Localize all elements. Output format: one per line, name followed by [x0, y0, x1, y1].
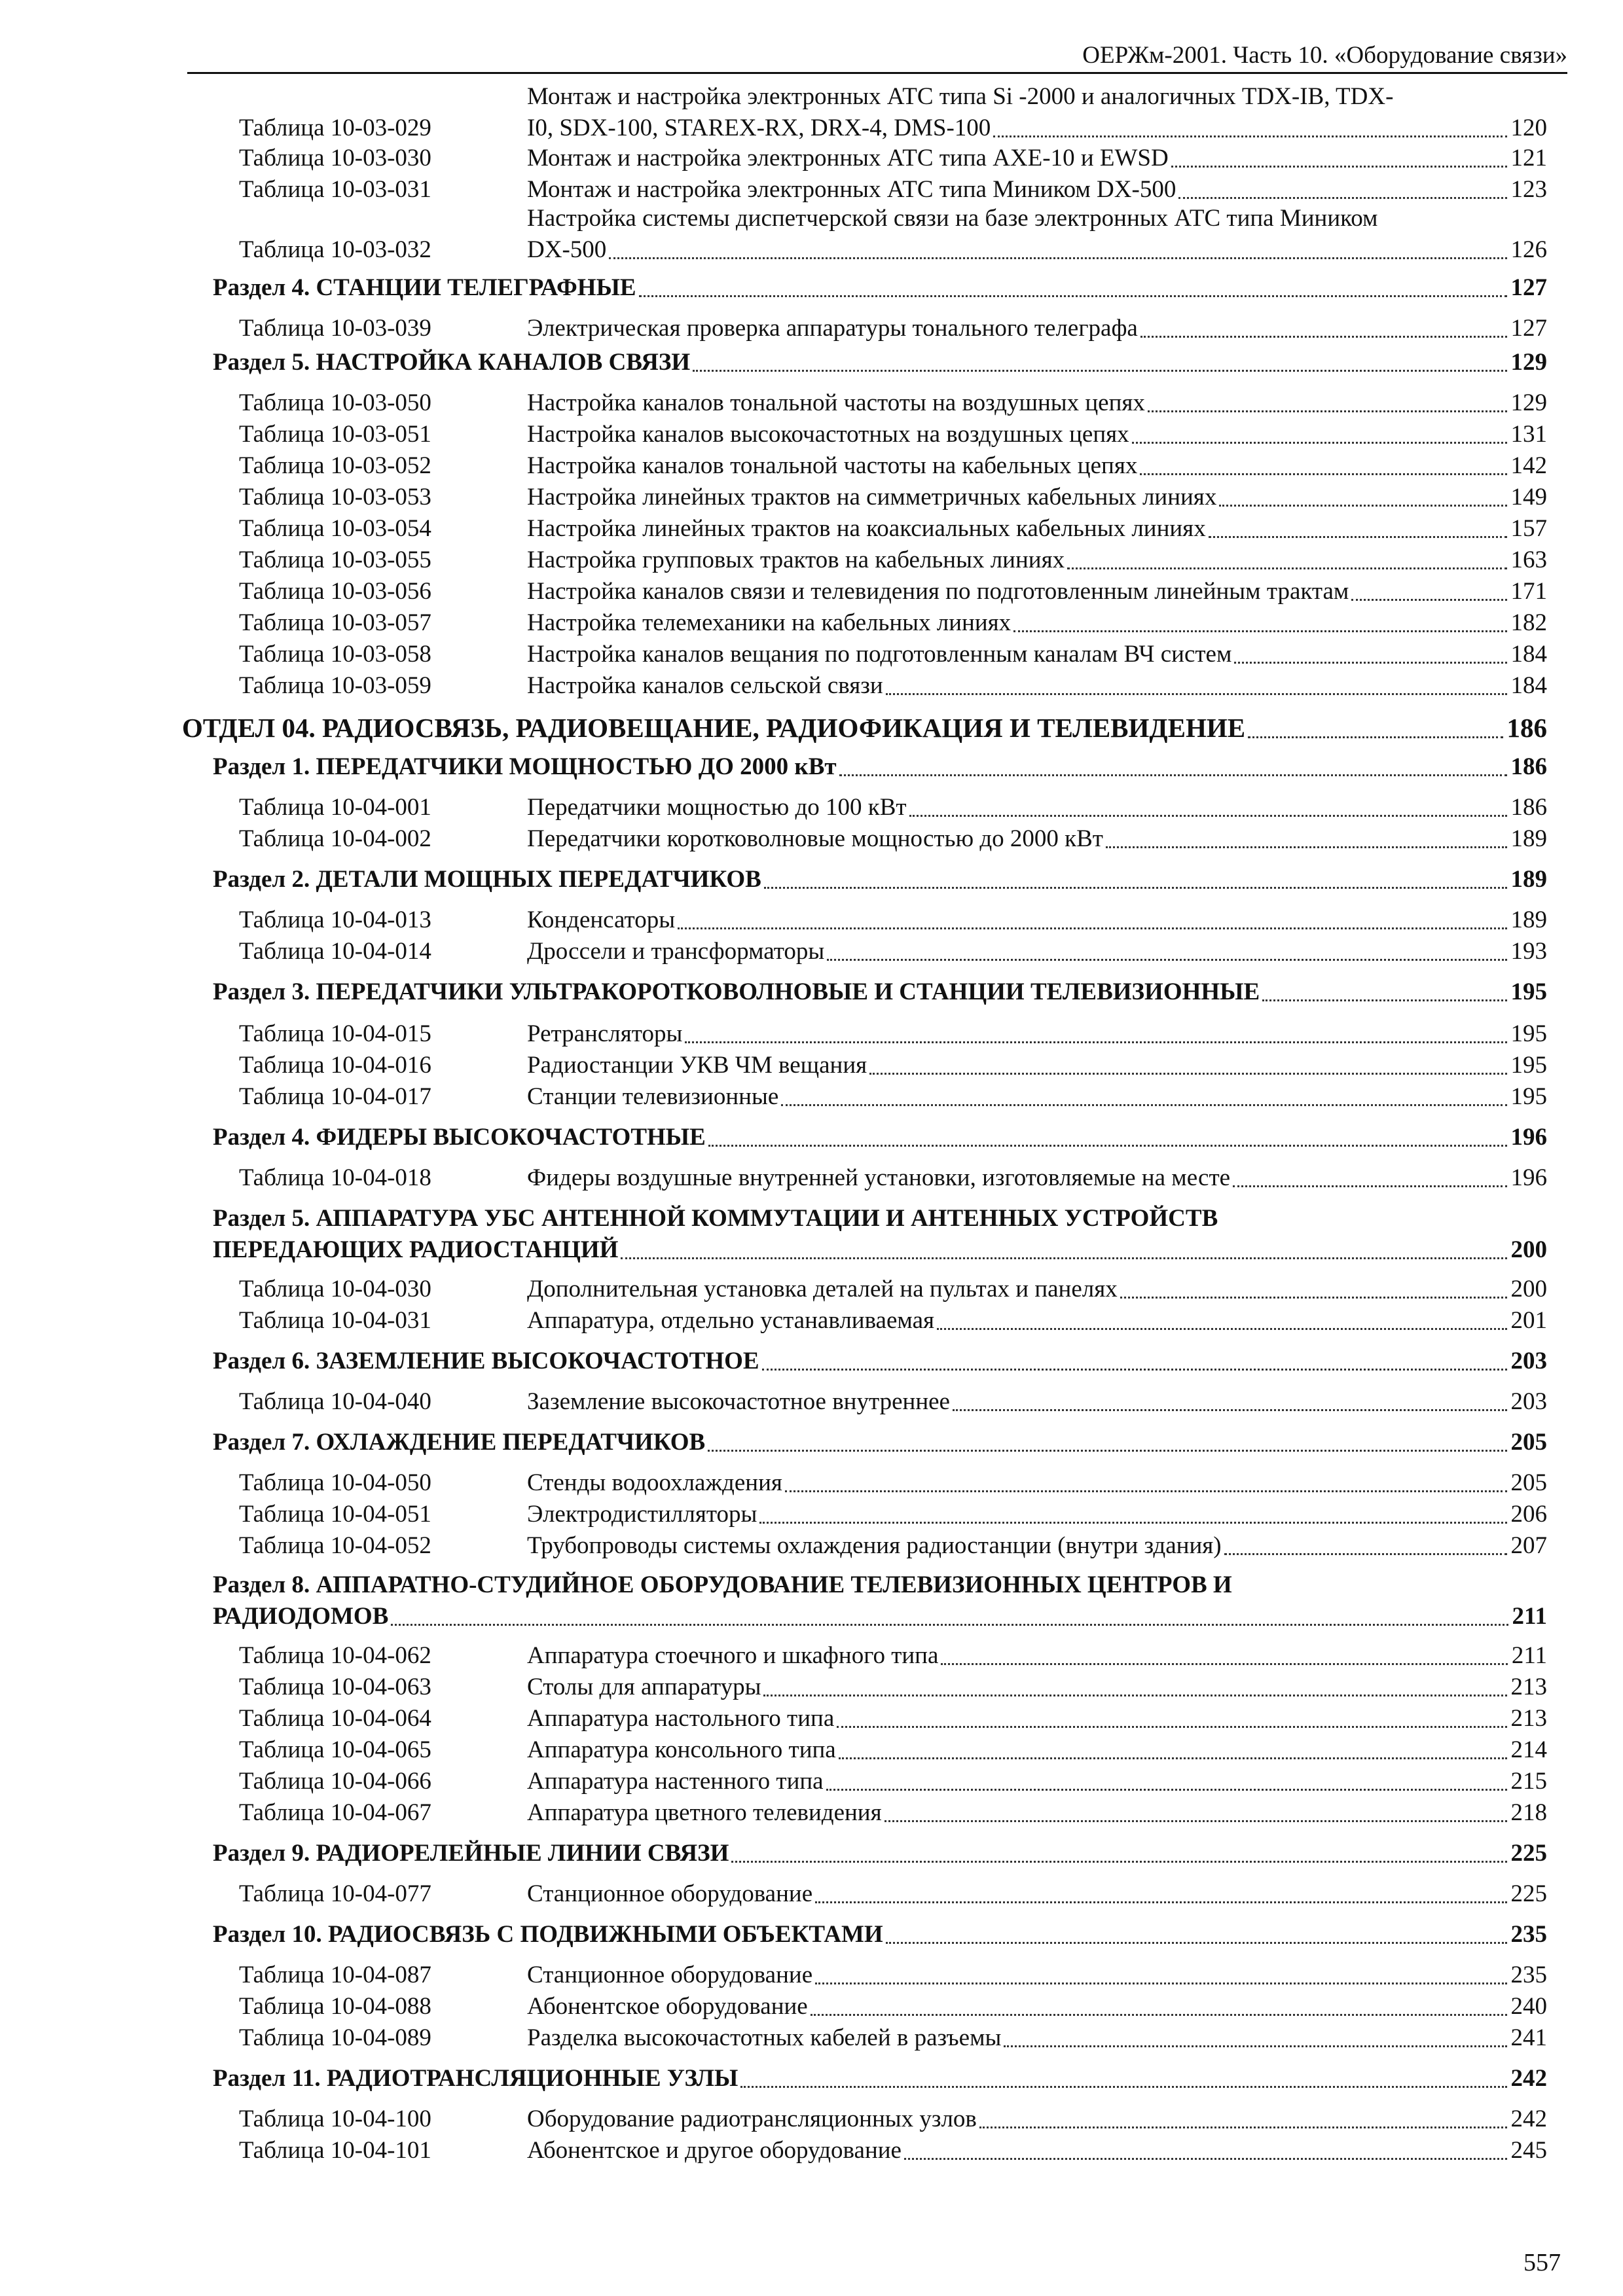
toc-table-entry[interactable] [239, 792, 1547, 823]
entry-title: Аппаратура, отдельно устанавливаемая [527, 1307, 935, 1334]
leader-dots [1171, 166, 1507, 168]
toc-page-number: 196 [1510, 1164, 1547, 1191]
toc-table-entry[interactable] [239, 81, 1547, 144]
table-code: Таблица 10-04-067 [239, 1799, 431, 1826]
table-code: Таблица 10-04-052 [239, 1532, 431, 1559]
toc-section-entry[interactable] [213, 977, 1547, 1008]
toc-section-entry[interactable] [213, 1122, 1547, 1153]
entry-title: Настройка каналов тональной частоты на воздушных цепях [527, 389, 1145, 416]
entry-title: Аппаратура консольного типа [527, 1736, 836, 1763]
entry-title: Электродистилляторы [527, 1501, 757, 1528]
leader-dots [909, 815, 1507, 817]
leader-dots [762, 1369, 1507, 1371]
table-code: Таблица 10-03-054 [239, 515, 431, 542]
entry-title: Раздел 11. РАДИОТРАНСЛЯЦИОННЫЕ УЗЛЫ [213, 2065, 739, 2092]
table-code: Таблица 10-04-001 [239, 794, 431, 821]
leader-dots [1178, 197, 1506, 199]
entry-title: Радиостанции УКВ ЧМ вещания [527, 1052, 867, 1079]
leader-dots [839, 774, 1507, 776]
toc-page-number: 203 [1510, 1348, 1547, 1374]
leader-dots [740, 2086, 1506, 2088]
toc-page-number: 235 [1510, 1921, 1547, 1948]
toc-page-number: 126 [1510, 236, 1547, 263]
entry-title: Раздел 2. ДЕТАЛИ МОЩНЫХ ПЕРЕДАТЧИКОВ [213, 866, 761, 893]
toc-page-number: 195 [1510, 1083, 1547, 1110]
toc-page-number: 211 [1511, 1642, 1547, 1669]
toc-table-entry[interactable] [239, 1467, 1547, 1499]
entry-title: Настройка каналов вещания по подготовленным каналам ВЧ систем [527, 641, 1232, 668]
table-code: Таблица 10-04-050 [239, 1469, 431, 1496]
leader-dots [763, 1695, 1506, 1696]
toc-section-entry[interactable] [213, 347, 1547, 378]
toc-page-number: 129 [1510, 389, 1547, 416]
toc-page-number: 182 [1510, 609, 1547, 636]
table-code: Таблица 10-04-016 [239, 1052, 431, 1079]
leader-dots [993, 135, 1506, 137]
toc-page-number: 184 [1510, 641, 1547, 668]
leader-dots [884, 1820, 1507, 1822]
toc-table-entry[interactable] [239, 1386, 1547, 1418]
entry-title: Аппаратура стоечного и шкафного типа [527, 1642, 939, 1669]
leader-dots [1140, 336, 1507, 338]
toc-page-number: 213 [1510, 1705, 1547, 1732]
leader-dots [815, 1982, 1506, 1984]
table-code: Таблица 10-03-055 [239, 547, 431, 573]
toc-page-number: 211 [1512, 1603, 1547, 1630]
toc-page-number: 131 [1510, 421, 1547, 448]
toc-table-entry[interactable] [239, 419, 1547, 450]
entry-title: Раздел 6. ЗАЗЕМЛЕНИЕ ВЫСОКОЧАСТОТНОЕ [213, 1348, 759, 1374]
leader-dots [1140, 473, 1506, 475]
toc-page-number: 242 [1510, 2065, 1547, 2092]
toc-table-entry[interactable] [239, 1050, 1547, 1081]
entry-title: Раздел 4. ФИДЕРЫ ВЫСОКОЧАСТОТНЫЕ [213, 1124, 706, 1151]
toc-page-number: 200 [1510, 1276, 1547, 1302]
entry-title: Настройка линейных трактов на коаксиальных кабельных линиях [527, 515, 1206, 542]
toc-page-number: 157 [1510, 515, 1547, 542]
leader-dots [837, 1726, 1506, 1728]
entry-title: Настройка групповых трактов на кабельных линиях [527, 547, 1065, 573]
leader-dots [826, 1789, 1507, 1791]
leader-dots [621, 1257, 1506, 1259]
toc-section-entry[interactable] [213, 1838, 1547, 1869]
toc-section-entry[interactable] [213, 1427, 1547, 1458]
leader-dots [708, 1145, 1507, 1147]
toc-table-entry[interactable] [239, 313, 1547, 344]
toc-page-number: 171 [1510, 578, 1547, 605]
toc-page-number: 186 [1510, 753, 1547, 780]
entry-title: Столы для аппаратуры [527, 1674, 761, 1700]
toc-page-number: 242 [1510, 2106, 1547, 2132]
toc-section-entry[interactable] [213, 272, 1547, 304]
leader-dots [785, 1490, 1507, 1492]
header-title: ОЕРЖм-2001. Часть 10. «Оборудование связи» [1082, 42, 1567, 69]
table-code: Таблица 10-03-056 [239, 578, 431, 605]
entry-title: Трубопроводы системы охлаждения радиостанции (внутри здания) [527, 1532, 1222, 1559]
toc-page-number: 240 [1510, 1993, 1547, 2020]
toc-page-number: 186 [1510, 794, 1547, 821]
entry-title: ОТДЕЛ 04. РАДИОСВЯЗЬ, РАДИОВЕЩАНИЕ, РАДИОФИКАЦИЯ И ТЕЛЕВИДЕНИЕ [182, 713, 1246, 743]
toc-page-number: 193 [1510, 938, 1547, 965]
entry-title: Конденсаторы [527, 906, 676, 933]
toc-table-entry[interactable] [239, 1081, 1547, 1113]
leader-dots [391, 1624, 1508, 1626]
toc-page-number: 195 [1510, 1052, 1547, 1079]
toc-page-number: 218 [1510, 1799, 1547, 1826]
leader-dots [1219, 505, 1506, 507]
leader-dots [953, 1409, 1507, 1411]
leader-dots [639, 295, 1507, 297]
toc-table-entry[interactable] [239, 2104, 1547, 2135]
table-code: Таблица 10-03-032 [239, 236, 431, 263]
toc-table-entry[interactable] [239, 1499, 1547, 1530]
table-code: Таблица 10-04-065 [239, 1736, 431, 1763]
toc-table-entry[interactable] [239, 1734, 1547, 1766]
table-code: Таблица 10-04-062 [239, 1642, 431, 1669]
page-number: 557 [1523, 2249, 1561, 2276]
table-code: Таблица 10-04-030 [239, 1276, 431, 1302]
leader-dots [1013, 630, 1506, 632]
entry-title: Передатчики коротковолновые мощностью до 2000 кВт [527, 825, 1103, 852]
leader-dots [609, 257, 1506, 259]
entry-title: Оборудование радиотрансляционных узлов [527, 2106, 977, 2132]
table-code: Таблица 10-03-057 [239, 609, 431, 636]
entry-title: Ретрансляторы [527, 1020, 683, 1047]
entry-title: Монтаж и настройка электронных АТС типа Si -2000 и аналогичных TDX-IB, TDX- I0, SDX-100, STAREX-RX, DRX-4, DMS-100 120 [527, 81, 1503, 144]
toc-page-number: 206 [1510, 1501, 1547, 1528]
entry-title: Абонентское и другое оборудование [527, 2137, 902, 2164]
toc-section-entry[interactable] [213, 1346, 1547, 1377]
leader-dots [979, 2126, 1507, 2128]
toc-page-number: 189 [1510, 866, 1547, 893]
table-code: Таблица 10-04-017 [239, 1083, 431, 1110]
table-code: Таблица 10-04-101 [239, 2137, 431, 2164]
toc-page-number: 200 [1510, 1236, 1547, 1263]
toc-page-number: 205 [1510, 1429, 1547, 1456]
toc-section-entry[interactable] [213, 1203, 1547, 1266]
toc-page-number: 195 [1510, 978, 1547, 1005]
toc-table-entry[interactable] [239, 482, 1547, 513]
toc-section-entry[interactable] [213, 864, 1547, 895]
toc-table-entry[interactable] [239, 450, 1547, 482]
entry-title: Станционное оборудование [527, 1962, 813, 1988]
leader-dots [941, 1663, 1507, 1665]
leader-dots [1351, 599, 1506, 601]
entry-title: Настройка каналов высокочастотных на воздушных цепях [527, 421, 1129, 448]
toc-page-number: 120 [1510, 115, 1547, 141]
leader-dots [1262, 999, 1506, 1001]
toc-table-entry[interactable] [239, 1960, 1547, 1991]
table-code: Таблица 10-04-088 [239, 1993, 431, 2020]
entry-title: Настройка телемеханики на кабельных линиях [527, 609, 1012, 636]
entry-title: Дополнительная установка деталей на пультах и панелях [527, 1276, 1118, 1302]
toc-table-entry[interactable] [239, 905, 1547, 936]
toc-page-number: 127 [1510, 274, 1547, 301]
table-code: Таблица 10-03-059 [239, 672, 431, 699]
entry-title: Станционное оборудование [527, 1880, 813, 1907]
table-code: Таблица 10-03-030 [239, 145, 431, 171]
leader-dots [1067, 567, 1506, 569]
leader-dots [1224, 1553, 1507, 1555]
toc-table-entry[interactable] [239, 1766, 1547, 1797]
table-code: Таблица 10-03-053 [239, 484, 431, 511]
toc-table-entry[interactable] [239, 143, 1547, 174]
leader-dots [827, 959, 1506, 961]
leader-dots [904, 2158, 1507, 2160]
table-code: Таблица 10-04-018 [239, 1164, 431, 1191]
toc-table-entry[interactable] [239, 1991, 1547, 2022]
toc-table-entry[interactable] [239, 203, 1547, 266]
toc-table-entry[interactable] [239, 1672, 1547, 1703]
table-code: Таблица 10-04-089 [239, 2024, 431, 2051]
table-code: Таблица 10-04-063 [239, 1674, 431, 1700]
leader-dots [815, 1901, 1506, 1903]
table-code: Таблица 10-04-031 [239, 1307, 431, 1334]
entry-title: Монтаж и настройка электронных АТС типа Миником DX-500 [527, 176, 1176, 203]
toc-page-number: 121 [1510, 145, 1547, 171]
toc-page-number: 163 [1510, 547, 1547, 573]
table-code: Таблица 10-03-031 [239, 176, 431, 203]
toc-page-number: 207 [1510, 1532, 1547, 1559]
toc-table-entry[interactable] [239, 1797, 1547, 1829]
entry-title: Настройка каналов сельской связи [527, 672, 883, 699]
entry-title: Настройка каналов тональной частоты на кабельных цепях [527, 452, 1138, 479]
entry-title: Разделка высокочастотных кабелей в разъемы [527, 2024, 1002, 2051]
toc-section-entry[interactable] [213, 2063, 1547, 2094]
entry-title: Аппаратура настенного типа [527, 1768, 824, 1795]
leader-dots [678, 927, 1506, 929]
leader-dots [1234, 662, 1506, 664]
toc-page-number: 129 [1510, 349, 1547, 376]
table-code: Таблица 10-03-039 [239, 315, 431, 342]
leader-dots [1233, 1185, 1506, 1187]
toc-page-number: 205 [1510, 1469, 1547, 1496]
entry-title: Абонентское оборудование [527, 1993, 808, 2020]
toc-table-entry[interactable] [239, 1640, 1547, 1672]
leader-dots [759, 1522, 1506, 1524]
entry-title: Раздел 5. АППАРАТУРА УБС АНТЕННОЙ КОММУТАЦИИ И АНТЕННЫХ УСТРОЙСТВ ПЕРЕДАЮЩИХ РАДИОСТАНЦИЙ 200 [213, 1203, 1547, 1266]
table-code: Таблица 10-03-029 [239, 115, 431, 141]
toc-table-entry[interactable] [239, 545, 1547, 576]
table-code: Таблица 10-04-087 [239, 1962, 431, 1988]
table-code: Таблица 10-04-013 [239, 906, 431, 933]
entry-title: Монтаж и настройка электронных АТС типа АХЕ-10 и EWSD [527, 145, 1169, 171]
toc-table-entry[interactable] [239, 576, 1547, 607]
toc-page-number: 186 [1506, 713, 1547, 743]
table-code: Таблица 10-04-066 [239, 1768, 431, 1795]
entry-title: Передатчики мощностью до 100 кВт [527, 794, 907, 821]
leader-dots [1004, 2045, 1506, 2047]
entry-title: Фидеры воздушные внутренней установки, изготовляемые на месте [527, 1164, 1231, 1191]
toc-table-entry[interactable] [239, 607, 1547, 639]
toc-table-entry[interactable] [239, 1018, 1547, 1050]
toc-page-number: 203 [1510, 1388, 1547, 1415]
table-code: Таблица 10-03-051 [239, 421, 431, 448]
toc-section-entry[interactable] [213, 1919, 1547, 1950]
toc-table-entry[interactable] [239, 1530, 1547, 1562]
entry-title: Раздел 1. ПЕРЕДАТЧИКИ МОЩНОСТЬЮ ДО 2000 кВт [213, 753, 837, 780]
leader-dots [869, 1073, 1506, 1075]
entry-title: Стенды водоохлаждения [527, 1469, 782, 1496]
leader-dots [811, 2014, 1507, 2016]
table-code: Таблица 10-04-077 [239, 1880, 431, 1907]
entry-title: Настройка каналов связи и телевидения по подготовленным линейным трактам [527, 578, 1349, 605]
toc-table-entry[interactable] [239, 2022, 1547, 2054]
toc-table-entry[interactable] [239, 1274, 1547, 1305]
leader-dots [693, 370, 1506, 372]
toc-table-entry[interactable] [239, 823, 1547, 855]
toc-page-number: 235 [1510, 1962, 1547, 1988]
entry-title: Раздел 8. АППАРАТНО-СТУДИЙНОЕ ОБОРУДОВАНИЕ ТЕЛЕВИЗИОННЫХ ЦЕНТРОВ И РАДИОДОМОВ 211 [213, 1570, 1547, 1632]
toc-page-number: 241 [1510, 2024, 1547, 2051]
toc-section-entry[interactable] [213, 751, 1547, 783]
entry-title: Раздел 10. РАДИОСВЯЗЬ С ПОДВИЖНЫМИ ОБЪЕКТАМИ [213, 1921, 883, 1948]
toc-page-number: 245 [1510, 2137, 1547, 2164]
entry-title: Заземление высокочастотное внутреннее [527, 1388, 950, 1415]
table-code: Таблица 10-04-014 [239, 938, 431, 965]
leader-dots [886, 693, 1507, 695]
table-code: Таблица 10-04-100 [239, 2106, 431, 2132]
toc-page-number: 225 [1510, 1880, 1547, 1907]
toc-table-entry[interactable] [239, 513, 1547, 545]
toc-page-number: 225 [1510, 1840, 1547, 1867]
leader-dots [1209, 536, 1507, 538]
table-code: Таблица 10-03-052 [239, 452, 431, 479]
leader-dots [781, 1104, 1506, 1106]
toc-table-entry[interactable] [239, 1162, 1547, 1194]
entry-title: Раздел 5. НАСТРОЙКА КАНАЛОВ СВЯЗИ [213, 349, 691, 376]
entry-title: Раздел 9. РАДИОРЕЛЕЙНЫЕ ЛИНИИ СВЯЗИ [213, 1840, 729, 1867]
leader-dots [839, 1757, 1507, 1759]
toc-page-number: 201 [1510, 1307, 1547, 1334]
leader-dots [1120, 1297, 1507, 1299]
leader-dots [731, 1861, 1506, 1863]
leader-dots [1248, 736, 1503, 738]
table-code: Таблица 10-04-040 [239, 1388, 431, 1415]
table-code: Таблица 10-04-051 [239, 1501, 431, 1528]
table-code: Таблица 10-04-015 [239, 1020, 431, 1047]
toc-table-entry[interactable] [239, 174, 1547, 206]
toc-table-entry[interactable] [239, 1703, 1547, 1734]
entry-title: Раздел 7. ОХЛАЖДЕНИЕ ПЕРЕДАТЧИКОВ [213, 1429, 706, 1456]
entry-title: Раздел 3. ПЕРЕДАТЧИКИ УЛЬТРАКОРОТКОВОЛНОВЫЕ И СТАНЦИИ ТЕЛЕВИЗИОННЫЕ [213, 978, 1260, 1005]
table-code: Таблица 10-03-050 [239, 389, 431, 416]
entry-title: Электрическая проверка аппаратуры тонального телеграфа [527, 315, 1138, 342]
table-code: Таблица 10-04-064 [239, 1705, 431, 1732]
table-code: Таблица 10-03-058 [239, 641, 431, 668]
leader-dots [1106, 846, 1507, 848]
toc-page-number: 127 [1510, 315, 1547, 342]
toc-page-number: 123 [1510, 176, 1547, 203]
entry-title: Аппаратура цветного телевидения [527, 1799, 882, 1826]
leader-dots [1132, 442, 1507, 444]
toc-table-entry[interactable] [239, 1305, 1547, 1336]
toc-page-number: 184 [1510, 672, 1547, 699]
toc-page-number: 149 [1510, 484, 1547, 511]
toc-table-entry[interactable] [239, 1878, 1547, 1910]
toc-page-number: 213 [1510, 1674, 1547, 1700]
leader-dots [708, 1450, 1506, 1452]
toc-table-entry[interactable] [239, 387, 1547, 419]
entry-title: Станции телевизионные [527, 1083, 779, 1110]
table-code: Таблица 10-04-002 [239, 825, 431, 852]
toc-page-number: 195 [1510, 1020, 1547, 1047]
leader-dots [1148, 410, 1507, 412]
toc-page-number: 196 [1510, 1124, 1547, 1151]
toc-section-entry[interactable] [213, 1570, 1547, 1632]
leader-dots [764, 887, 1507, 889]
toc-table-entry[interactable] [239, 639, 1547, 670]
entry-title: Раздел 4. СТАНЦИИ ТЕЛЕГРАФНЫЕ [213, 274, 636, 301]
toc-table-entry[interactable] [239, 2135, 1547, 2166]
leader-dots [886, 1942, 1507, 1944]
toc-page-number: 142 [1510, 452, 1547, 479]
toc-page-number: 214 [1510, 1736, 1547, 1763]
toc-page-number: 215 [1510, 1768, 1547, 1795]
entry-title: Аппаратура настольного типа [527, 1705, 835, 1732]
leader-dots [937, 1328, 1506, 1330]
toc-page-number: 189 [1510, 906, 1547, 933]
toc-page-number: 189 [1510, 825, 1547, 852]
leader-dots [685, 1041, 1506, 1043]
entry-title: Дроссели и трансформаторы [527, 938, 825, 965]
toc-department-entry[interactable] [182, 711, 1547, 745]
entry-title: Настройка линейных трактов на симметричных кабельных линиях [527, 484, 1217, 511]
toc-table-entry[interactable] [239, 670, 1547, 702]
toc-table-entry[interactable] [239, 936, 1547, 967]
entry-title: Настройка системы диспетчерской связи на базе электронных АТС типа Миником DX-500 126 [527, 203, 1503, 266]
